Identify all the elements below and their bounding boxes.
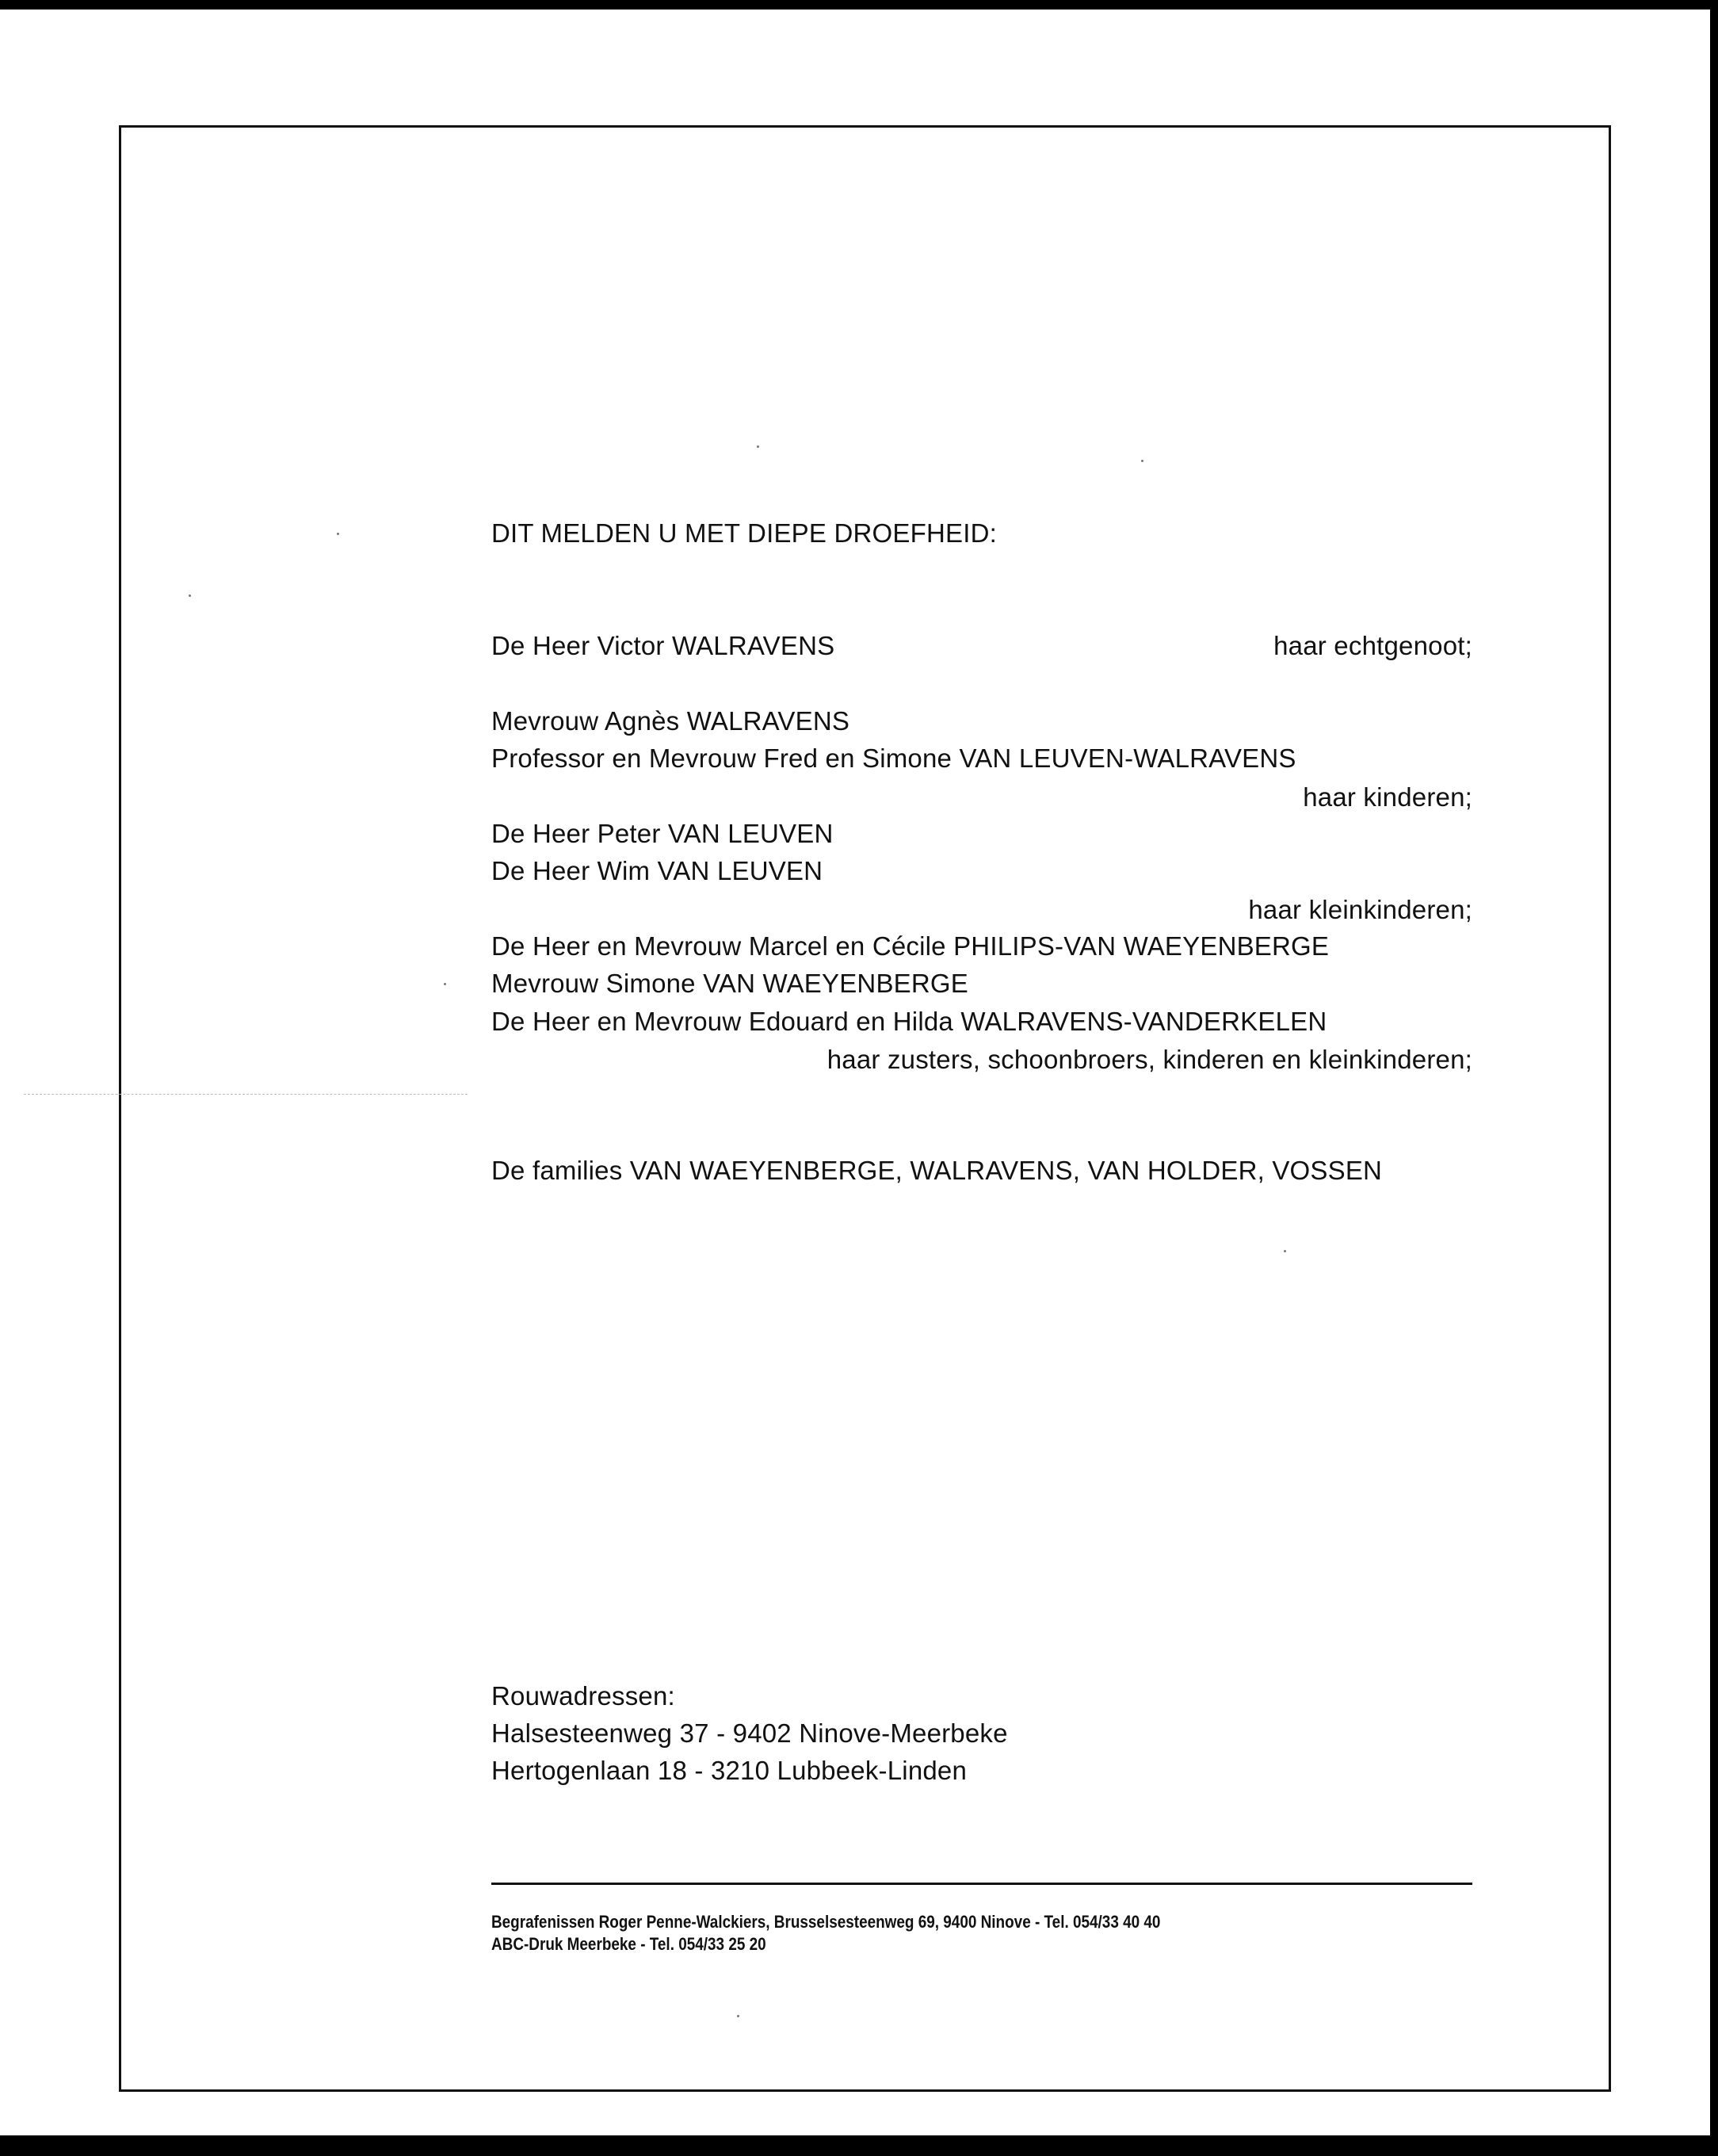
siblings-relation: haar zusters, schoonbroers, kinderen en kleinkinderen; — [827, 1045, 1472, 1074]
children-relation: haar kinderen; — [1303, 782, 1472, 812]
husband-relation: haar echtgenoot; — [1273, 631, 1472, 660]
address-line: Halsesteenweg 37 - 9402 Ninove-Meerbeke — [491, 1718, 1008, 1748]
grandchildren-relation: haar kleinkinderen; — [1248, 895, 1472, 924]
paper-speck — [1284, 1250, 1286, 1252]
paper-speck — [337, 533, 339, 535]
sibling-name: De Heer en Mevrouw Marcel en Cécile PHILIPS-VAN WAEYENBERGE — [491, 931, 1330, 961]
sibling-name: De Heer en Mevrouw Edouard en Hilda WALRAVENS-VANDERKELEN — [491, 1007, 1327, 1036]
paper-fold-line — [24, 1094, 468, 1095]
grandchild-name: De Heer Peter VAN LEUVEN — [491, 819, 834, 848]
paper-speck — [444, 983, 446, 985]
sibling-name: Mevrouw Simone VAN WAEYENBERGE — [491, 969, 968, 998]
paper-speck — [737, 2015, 739, 2017]
announcement-heading: DIT MELDEN U MET DIEPE DROEFHEID: — [491, 518, 997, 548]
footer-divider — [491, 1883, 1472, 1885]
grandchild-name: De Heer Wim VAN LEUVEN — [491, 856, 823, 885]
paper-speck — [189, 594, 191, 597]
child-name: Mevrouw Agnès WALRAVENS — [491, 706, 850, 736]
addresses-heading: Rouwadressen: — [491, 1681, 675, 1711]
footer-undertaker: Begrafenissen Roger Penne-Walckiers, Brusselsesteenweg 69, 9400 Ninove - Tel. 054/33 40 40 — [491, 1912, 1161, 1932]
families-line: De families VAN WAEYENBERGE, WALRAVENS, VAN HOLDER, VOSSEN — [491, 1156, 1383, 1185]
child-name: Professor en Mevrouw Fred en Simone VAN LEUVEN-WALRAVENS — [491, 744, 1296, 773]
paper-speck — [757, 445, 759, 448]
document-sheet — [0, 10, 1710, 2135]
footer-printer: ABC-Druk Meerbeke - Tel. 054/33 25 20 — [491, 1934, 766, 1954]
husband-name: De Heer Victor WALRAVENS — [491, 631, 835, 660]
address-line: Hertogenlaan 18 - 3210 Lubbeek-Linden — [491, 1756, 968, 1785]
paper-speck — [1141, 460, 1143, 462]
document-border-frame — [119, 125, 1611, 2092]
